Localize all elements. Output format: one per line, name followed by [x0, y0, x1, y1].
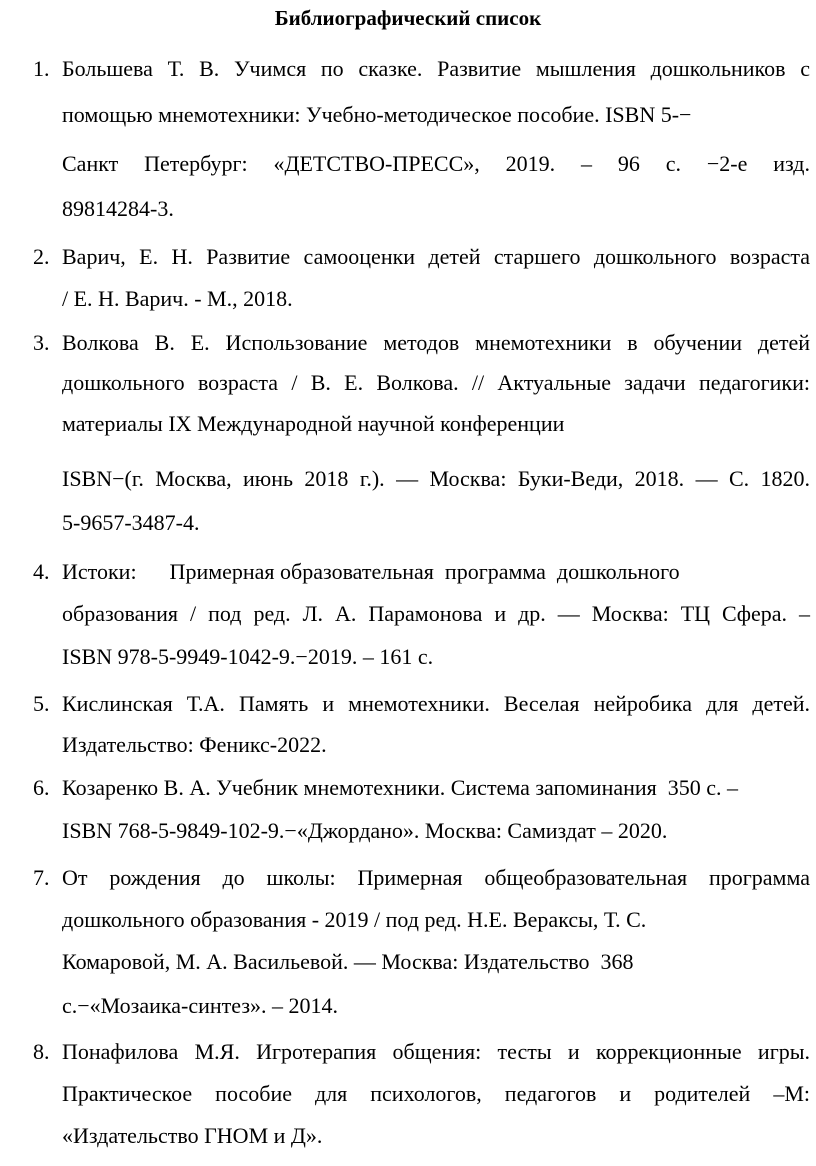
entry-line: Большева Т. В. Учимся по сказке. Развитие мышления дошкольников с	[62, 56, 810, 81]
entry-line: материалы IX Международной научной конференции	[62, 411, 565, 436]
list-number: 8.	[33, 1039, 50, 1064]
entry-line: Варич, Е. Н. Развитие самооценки детей старшего дошкольного возраста	[62, 244, 810, 269]
entry-line: Практическое пособие для психологов, педагогов и родителей –М:	[62, 1081, 810, 1106]
list-number: 6.	[33, 775, 50, 800]
entry-line: Санкт Петербург: «ДЕТСТВО-ПРЕСС», 2019. – 96 с. −2-е изд.	[62, 151, 810, 176]
entry-line: Понафилова М.Я. Игротерапия общения: тесты и коррекционные игры.	[62, 1039, 810, 1064]
page-title: Библиографический список	[274, 6, 542, 30]
list-number: 3.	[33, 330, 50, 355]
entry-line: Истоки: Примерная образовательная программа дошкольного	[62, 559, 680, 584]
entry-line: ISBN 978-5-9949-1042-9.−2019. – 161 с.	[62, 644, 434, 669]
entry-line: ISBN 768-5-9849-102-9.−«Джордано». Москва: Самиздат – 2020.	[62, 818, 668, 843]
entry-line: / Е. Н. Варич. - М., 2018.	[62, 286, 293, 311]
entry-line: с.−«Мозаика-синтез». – 2014.	[62, 993, 339, 1018]
entry-line: дошкольного образования - 2019 / под ред. Н.Е. Вераксы, Т. С.	[62, 907, 647, 932]
entry-line: Издательство: Феникс-2022.	[62, 732, 327, 757]
entry-line: дошкольного возраста / В. Е. Волкова. // Актуальные задачи педагогики:	[62, 370, 810, 395]
list-number: 4.	[33, 559, 50, 584]
entry-line: «Издательство ГНОМ и Д».	[62, 1123, 323, 1148]
entry-line: помощью мнемотехники: Учебно-методическое пособие. ISBN 5-−	[62, 102, 692, 127]
entry-line: Козаренко В. А. Учебник мнемотехники. Система запоминания 350 с. –	[62, 775, 739, 800]
entry-line: 89814284-3.	[62, 196, 174, 221]
entry-line: Комаровой, М. А. Васильевой. — Москва: Издательство 368	[62, 949, 634, 974]
entry-line: образования / под ред. Л. А. Парамонова и др. — Москва: ТЦ Сфера. –	[62, 601, 810, 626]
list-number: 7.	[33, 865, 50, 890]
list-number: 1.	[33, 56, 50, 81]
entry-line: От рождения до школы: Примерная общеобразовательная программа	[62, 865, 810, 890]
entry-line: Волкова В. Е. Использование методов мнемотехники в обучении детей	[62, 330, 810, 355]
list-number: 5.	[33, 691, 50, 716]
entry-line: ISBN−(г. Москва, июнь 2018 г.). — Москва: Буки-Веди, 2018. — С. 1820.	[62, 466, 810, 491]
entry-line: 5-9657-3487-4.	[62, 510, 200, 535]
list-number: 2.	[33, 244, 50, 269]
entry-line: Кислинская Т.А. Память и мнемотехники. Веселая нейробика для детей.	[62, 691, 810, 716]
